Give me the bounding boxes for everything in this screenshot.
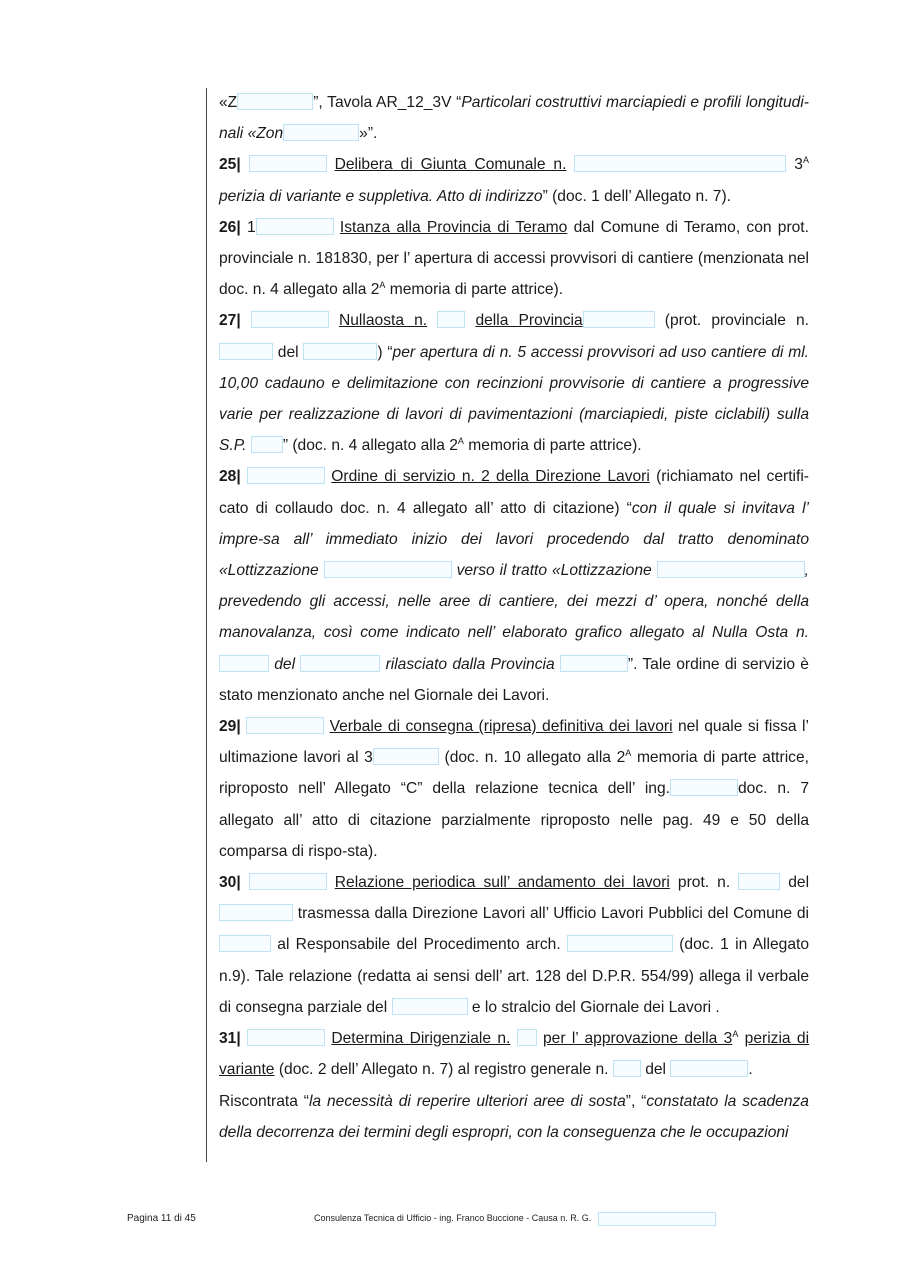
text: Particolari costruttivi marciapiedi e profili longitudi-nali «Zon xyxy=(219,94,809,143)
item-number: 28| xyxy=(219,468,241,486)
redaction-box xyxy=(373,748,439,765)
text: memoria di parte attrice). xyxy=(389,281,564,299)
item-number: 30| xyxy=(219,874,241,892)
redaction-box xyxy=(437,311,465,328)
redaction-box xyxy=(567,935,673,952)
redaction-box xyxy=(300,655,380,672)
redaction-box xyxy=(283,124,359,141)
document-reference: variante xyxy=(219,1061,275,1079)
text: la necessità di reperire ulteriori aree di sosta xyxy=(308,1092,626,1110)
redaction-box xyxy=(256,218,334,235)
text: trasmessa dalla Direzione Lavori all’ Ufficio Lavori Pubblici del Comune di xyxy=(297,905,809,923)
text: »”. xyxy=(359,125,378,143)
redaction-box xyxy=(613,1060,641,1077)
document-reference: Istanza alla Provincia di Teramo xyxy=(339,218,568,236)
document-reference: per l’ approvazione della 3 xyxy=(542,1030,733,1048)
text: doc. n. 7 allegato all’ atto di citazione parzialmente riproposto nelle pag. 49 e 50 della comparsa di rispo-sta). xyxy=(219,780,809,860)
text: verso il tratto «Lottizzazione xyxy=(456,562,652,580)
text: ”. Tale ordine di servizio è stato menzionato anche nel Giornale dei Lavori. xyxy=(219,655,809,704)
paragraph-24-tail xyxy=(219,87,809,149)
paragraph-28 xyxy=(219,461,809,711)
text: nel quale si fissa l’ ultimazione lavori al 3 xyxy=(219,718,809,767)
text: constatato la scadenza della decorrenza dei termini degli espropri, con la conseguenza che le occupazioni xyxy=(219,1092,809,1141)
text: 3 xyxy=(794,156,803,174)
text: memoria di parte attrice). xyxy=(468,437,642,455)
text: «Z xyxy=(219,94,238,111)
paragraph-25 xyxy=(219,149,809,211)
text: 1 xyxy=(246,218,256,236)
text: e lo stralcio del Giornale dei Lavori . xyxy=(471,998,720,1016)
paragraph-30 xyxy=(219,867,809,1023)
item-number: 26| xyxy=(219,218,241,236)
redaction-box xyxy=(598,1212,716,1226)
redaction-box xyxy=(246,717,324,734)
document-reference: Verbale di consegna (ripresa) definitiva dei lavori xyxy=(329,718,673,736)
superscript: A xyxy=(802,155,809,166)
text: Riscontrata “ xyxy=(219,1092,309,1110)
redaction-box xyxy=(670,779,738,796)
text: , prevedendo gli accessi, nelle aree di cantiere, dei mezzi d’ opera, nonché della manovalanza, così come indicato nell’ elaborato grafico allegato al Nulla Osta n. xyxy=(219,562,809,642)
text: (doc. n. 10 allegato alla 2 xyxy=(444,749,626,767)
footer-title: Consulenza Tecnica di Ufficio - ing. Franco Buccione - Causa n. R. G. xyxy=(314,1213,592,1223)
superscript: A xyxy=(732,1028,739,1039)
document-reference: Ordine di servizio n. 2 della Direzione Lavori xyxy=(331,468,650,486)
redaction-box xyxy=(251,436,283,453)
redaction-box xyxy=(303,343,377,360)
paragraph-27 xyxy=(219,305,809,461)
text: ” (doc. 1 dell’ Allegato n. 7). xyxy=(542,187,731,205)
redaction-box xyxy=(247,1029,325,1046)
redaction-box xyxy=(219,655,269,672)
redaction-box xyxy=(517,1029,537,1046)
text: perizia di variante e suppletiva. Atto di indirizzo xyxy=(219,187,543,205)
document-reference: Determina Dirigenziale n. xyxy=(331,1030,511,1048)
superscript: A xyxy=(625,748,632,759)
redaction-box xyxy=(251,311,329,328)
document-reference: Relazione periodica sull’ andamento dei lavori xyxy=(334,874,670,892)
redaction-box xyxy=(247,467,325,484)
redaction-box xyxy=(738,873,780,890)
document-reference: Delibera di Giunta Comunale n. xyxy=(334,156,567,174)
redaction-box xyxy=(249,873,327,890)
text: (doc. 1 in Allegato n.9). Tale relazione (redatta ai sensi dell’ art. 128 del D.P.R. 554/99) allega il verbale di consegna parziale del xyxy=(219,936,810,1016)
text: rilasciato dalla Provincia xyxy=(385,655,555,673)
redaction-box xyxy=(583,311,655,328)
redaction-box xyxy=(219,935,271,952)
text: con il quale si invitava l’ impre-sa all’ immediato inizio dei lavori procedendo dal tratto denominato «Lottizzazione xyxy=(219,499,809,580)
paragraph-29 xyxy=(219,711,809,867)
redaction-box xyxy=(560,655,628,672)
redaction-box xyxy=(219,343,273,360)
document-reference: perizia di xyxy=(744,1030,810,1048)
redaction-box xyxy=(670,1060,748,1077)
item-number: 29| xyxy=(219,718,241,736)
text: prot. n. xyxy=(677,874,731,892)
text: (doc. 2 dell’ Allegato n. 7) al registro generale n. xyxy=(278,1061,609,1079)
text: ) “ xyxy=(377,343,393,361)
text: (richiamato nel certifi-cato di collaudo doc. n. 4 allegato all’ atto di citazione) “ xyxy=(219,468,809,517)
document-reference: Nullaosta n. xyxy=(339,312,428,330)
text: . xyxy=(748,1061,753,1079)
document-reference: della Provincia xyxy=(475,312,583,330)
text: ” (doc. n. 4 allegato alla 2 xyxy=(282,437,458,455)
text: del xyxy=(645,1061,667,1079)
text: al Responsabile del Procedimento arch. xyxy=(277,936,561,954)
text: ”, Tavola AR_12_3V “ xyxy=(313,94,462,111)
redaction-box xyxy=(574,155,786,172)
item-number: 25| xyxy=(219,156,241,174)
text: del xyxy=(277,343,299,361)
text: (prot. provinciale n. xyxy=(664,312,809,330)
item-number: 27| xyxy=(219,312,241,330)
redaction-box xyxy=(237,93,313,110)
text: del xyxy=(788,874,810,892)
text: per apertura di n. 5 accessi provvisori ad uso cantiere di ml. 10,00 cadauno e delimitazione con recinzioni provvisorie di cantiere a progressive varie per realizzazione di lavori di pavimentazioni (marciapiedi, piste ciclabili) sulla S.P. xyxy=(219,343,810,455)
redaction-box xyxy=(657,561,805,578)
redaction-box xyxy=(392,998,468,1015)
text: ”, “ xyxy=(625,1092,647,1110)
page-number: Pagina 11 di 45 xyxy=(127,1213,196,1224)
redaction-box xyxy=(249,155,327,172)
redaction-box xyxy=(324,561,452,578)
text: del xyxy=(274,655,296,673)
superscript: A xyxy=(379,280,386,291)
document-body xyxy=(219,87,809,1148)
superscript: A xyxy=(457,436,464,447)
paragraph-26 xyxy=(219,212,809,306)
redaction-box xyxy=(219,904,293,921)
left-margin-rule xyxy=(206,88,207,1162)
item-number: 31| xyxy=(219,1030,241,1048)
text: memoria di parte attrice, riproposto nell’ Allegato “C” della relazione tecnica dell’ ing. xyxy=(219,749,809,798)
text: dal Comune di Teramo, con prot. provinciale n. 181830, per l’ apertura di accessi provvisori di cantiere (menzionata nel doc. n. 4 allegato alla 2 xyxy=(219,218,809,299)
paragraph-31 xyxy=(219,1023,809,1148)
